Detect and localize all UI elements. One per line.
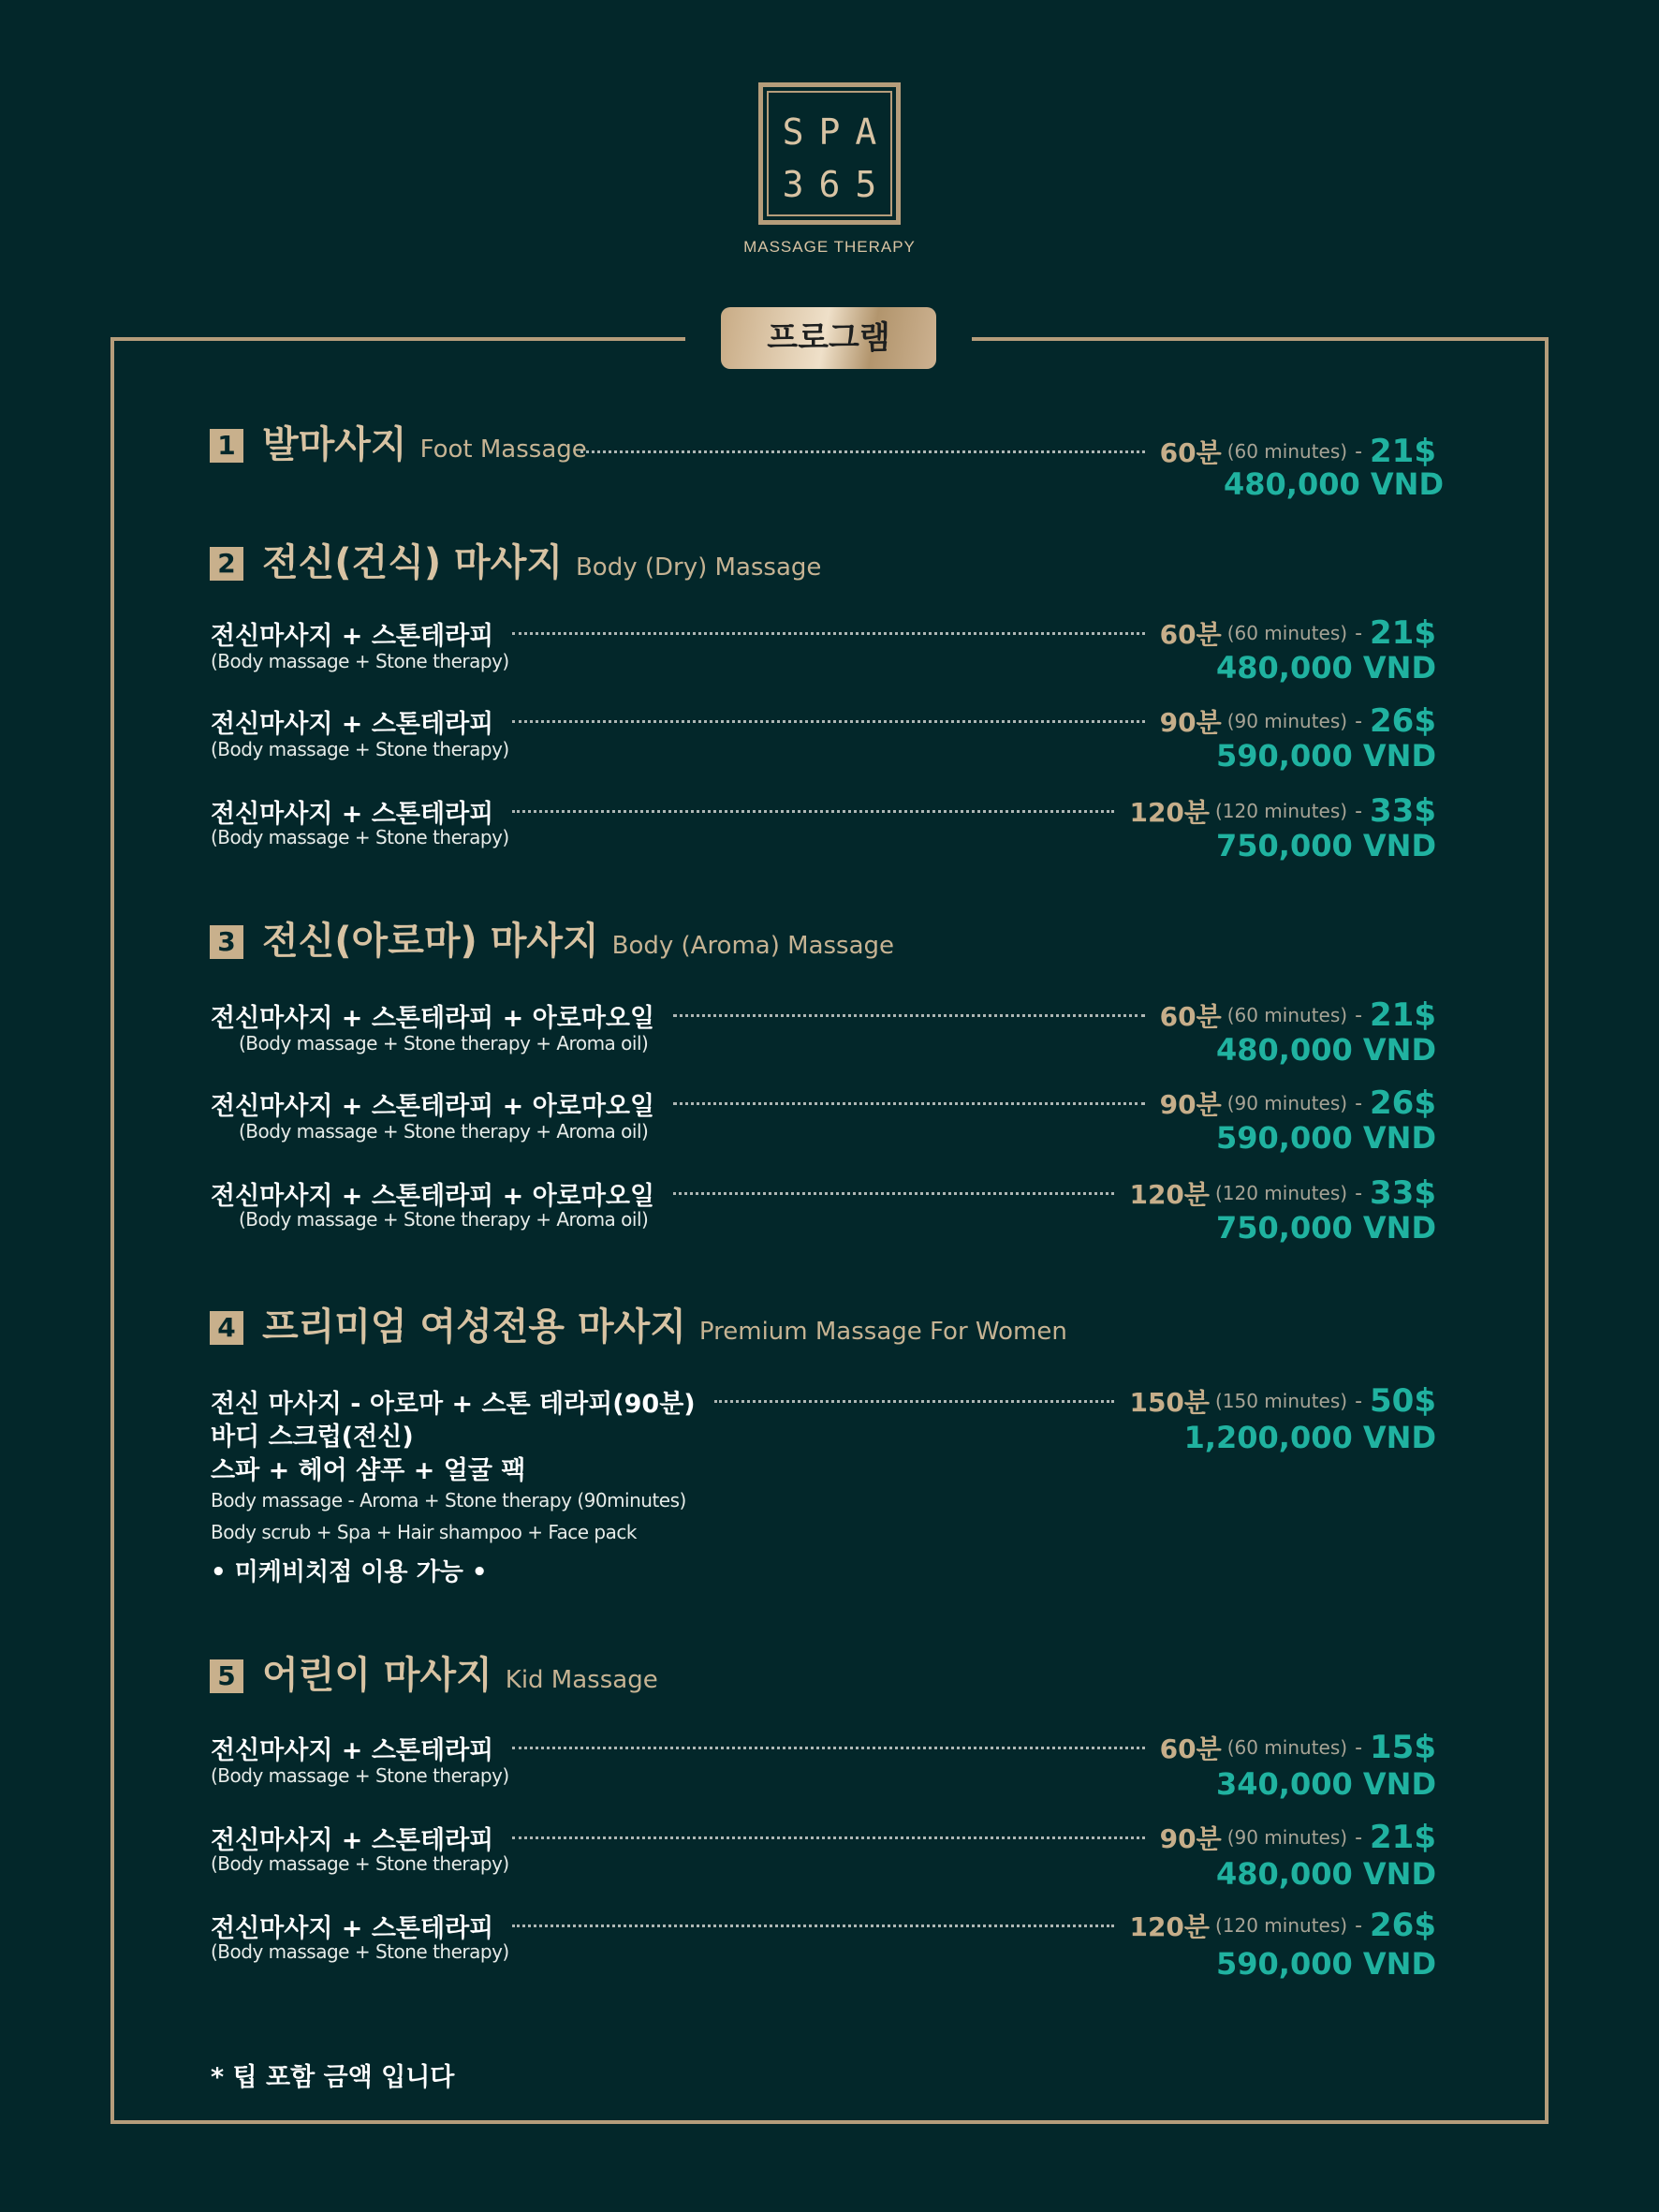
section-title-ko: 어린이 마사지	[262, 1654, 492, 1697]
price-vnd: 480,000 VND	[1216, 1856, 1436, 1892]
item-name-en: (Body massage + Stone therapy)	[211, 1940, 509, 1963]
list-item	[211, 794, 1436, 828]
item-name-ko: 전신마사지 + 스톤테라피 + 아로마오일	[211, 1091, 655, 1121]
duration: 90분	[1159, 1089, 1222, 1120]
section-title-en: Body (Dry) Massage	[575, 553, 822, 582]
item-name-ko: 전신마사지 + 스톤테라피 + 아로마오일	[211, 1181, 655, 1211]
item-name-en: (Body massage + Stone therapy + Aroma oil)	[239, 1120, 649, 1143]
price-usd: 26$	[1370, 1907, 1436, 1944]
duration: 90분	[1159, 1823, 1222, 1854]
section-5-header	[210, 1650, 658, 1701]
duration: 120분	[1129, 1179, 1210, 1210]
section-title-en: Foot Massage	[419, 435, 587, 464]
price-usd: 21$	[1370, 614, 1436, 652]
list-item	[211, 1384, 1436, 1418]
duration-en: (60 minutes)	[1226, 1736, 1348, 1759]
price-vnd: 1,200,000 VND	[1183, 1420, 1436, 1455]
section-title-ko: 전신(건식) 마사지	[262, 541, 563, 584]
list-item	[211, 1909, 1436, 1942]
list-item	[211, 616, 1436, 650]
duration: 60분	[1159, 1733, 1222, 1764]
separator: -	[1355, 1091, 1363, 1115]
price-vnd: 480,000 VND	[1216, 650, 1436, 686]
price-vnd: 480,000 VND	[1216, 1032, 1436, 1068]
separator: -	[1355, 1003, 1363, 1027]
separator: -	[1355, 439, 1363, 464]
duration-en: (90 minutes)	[1226, 1092, 1348, 1114]
section-title-ko: 발마사지	[262, 423, 407, 466]
section-number: 5	[210, 1659, 243, 1693]
duration-en: (90 minutes)	[1226, 710, 1348, 732]
footnote: * 팁 포함 금액 입니다	[211, 2063, 455, 2092]
section-number: 3	[210, 925, 243, 959]
list-item	[211, 704, 1436, 738]
item-name-en: (Body massage + Stone therapy)	[211, 650, 509, 672]
section-number: 4	[210, 1311, 243, 1345]
logo-box	[758, 82, 901, 225]
item-name-ko: 전신마사지 + 스톤테라피	[211, 621, 494, 651]
section-number: 1	[210, 429, 243, 463]
separator: -	[1355, 1181, 1363, 1205]
price-usd: 21$	[1370, 1819, 1436, 1856]
item-name-ko: 전신마사지 + 스톤테라피	[211, 799, 494, 829]
separator: -	[1355, 1389, 1363, 1413]
price-usd: 26$	[1370, 1084, 1436, 1122]
item-name-ko: 전신마사지 + 스톤테라피	[211, 709, 494, 739]
section-2-header	[210, 538, 821, 588]
dot-leader	[673, 1102, 1145, 1105]
dot-leader	[673, 1192, 1114, 1195]
duration: 60분	[1159, 619, 1222, 650]
item-name-ko: 전신마사지 + 스톤테라피	[211, 1825, 494, 1855]
section-3-header	[210, 916, 894, 966]
duration: 90분	[1159, 707, 1222, 738]
duration: 120분	[1129, 797, 1210, 828]
price-usd: 33$	[1370, 792, 1436, 830]
item-name-ko: 전신 마사지 - 아로마 + 스톤 테라피(90분)	[211, 1389, 696, 1419]
frame-top-right	[972, 337, 1549, 341]
item-name-ko: 전신마사지 + 스톤테라피 + 아로마오일	[211, 1003, 655, 1033]
logo-line-2: 365	[782, 164, 892, 205]
dot-leader	[512, 632, 1144, 635]
section-1-price-row	[562, 435, 1436, 468]
section-title-en: Premium Massage For Women	[698, 1318, 1067, 1346]
duration-en: (60 minutes)	[1226, 622, 1348, 644]
dot-leader	[580, 450, 1145, 453]
price-usd: 21$	[1370, 433, 1436, 470]
dot-leader	[714, 1400, 1115, 1403]
dot-leader	[512, 1747, 1144, 1749]
list-item	[211, 1176, 1436, 1210]
price-vnd: 750,000 VND	[1216, 1210, 1436, 1246]
duration-en: (150 minutes)	[1214, 1390, 1348, 1412]
duration-en: (120 minutes)	[1214, 1182, 1348, 1204]
duration-en: (90 minutes)	[1226, 1826, 1348, 1849]
dot-leader	[512, 1836, 1144, 1839]
price-vnd: 750,000 VND	[1216, 828, 1436, 863]
dot-leader	[673, 1014, 1145, 1017]
separator: -	[1355, 709, 1363, 733]
duration-en: (60 minutes)	[1226, 440, 1348, 463]
item-name-ko: 전신마사지 + 스톤테라피	[211, 1735, 494, 1765]
duration: 150분	[1129, 1387, 1210, 1418]
item-name-en: (Body massage + Stone therapy + Aroma oil)	[239, 1208, 649, 1231]
list-item	[211, 1731, 1436, 1764]
list-item	[211, 1821, 1436, 1854]
separator: -	[1355, 1913, 1363, 1938]
duration-en: (120 minutes)	[1214, 800, 1348, 822]
price-usd: 33$	[1370, 1174, 1436, 1212]
logo-line-1: SPA	[782, 111, 892, 153]
item-name-en: (Body massage + Stone therapy)	[211, 738, 509, 760]
section-4-header	[210, 1302, 1067, 1352]
section-number: 2	[210, 547, 243, 581]
separator: -	[1355, 1825, 1363, 1850]
frame-top-left	[110, 337, 685, 341]
duration-en: (120 minutes)	[1214, 1914, 1348, 1937]
dot-leader	[512, 720, 1144, 723]
price-usd: 50$	[1370, 1382, 1436, 1420]
item-desc-en-2: Body scrub + Spa + Hair shampoo + Face pack	[211, 1521, 637, 1543]
price-vnd: 480,000 VND	[1224, 466, 1444, 502]
item-name-en: (Body massage + Stone therapy)	[211, 1764, 509, 1787]
price-vnd: 340,000 VND	[1216, 1766, 1436, 1802]
item-name-en: (Body massage + Stone therapy)	[211, 826, 509, 848]
separator: -	[1355, 621, 1363, 645]
section-title-en: Kid Massage	[505, 1666, 658, 1694]
program-badge: 프로그램	[721, 307, 936, 369]
list-item	[211, 998, 1436, 1032]
price-vnd: 590,000 VND	[1216, 1946, 1436, 1982]
item-name-ko: 전신마사지 + 스톤테라피	[211, 1913, 494, 1943]
duration-en: (60 minutes)	[1226, 1004, 1348, 1026]
section-title-ko: 전신(아로마) 마사지	[262, 920, 599, 963]
item-line-3: 스파 + 헤어 샴푸 + 얼굴 팩	[211, 1456, 526, 1485]
logo-subtitle: MASSAGE THERAPY	[743, 238, 916, 256]
price-vnd: 590,000 VND	[1216, 738, 1436, 774]
duration: 60분	[1159, 437, 1222, 468]
price-usd: 15$	[1370, 1729, 1436, 1766]
section-title-ko: 프리미엄 여성전용 마사지	[262, 1305, 686, 1349]
duration: 120분	[1129, 1911, 1210, 1942]
item-desc-en-1: Body massage - Aroma + Stone therapy (90minutes)	[211, 1489, 686, 1512]
separator: -	[1355, 799, 1363, 823]
price-usd: 21$	[1370, 996, 1436, 1034]
dot-leader	[512, 810, 1114, 813]
item-name-en: (Body massage + Stone therapy + Aroma oil)	[239, 1032, 649, 1054]
section-title-en: Body (Aroma) Massage	[611, 932, 895, 960]
item-line-2: 바디 스크럽(전신)	[211, 1423, 414, 1452]
item-name-en: (Body massage + Stone therapy)	[211, 1852, 509, 1875]
dot-leader	[512, 1924, 1114, 1927]
availability-note: • 미케비치점 이용 가능 •	[211, 1558, 488, 1586]
separator: -	[1355, 1735, 1363, 1760]
duration: 60분	[1159, 1001, 1222, 1032]
list-item	[211, 1086, 1436, 1120]
price-usd: 26$	[1370, 702, 1436, 740]
logo	[0, 82, 1659, 257]
price-vnd: 590,000 VND	[1216, 1120, 1436, 1156]
